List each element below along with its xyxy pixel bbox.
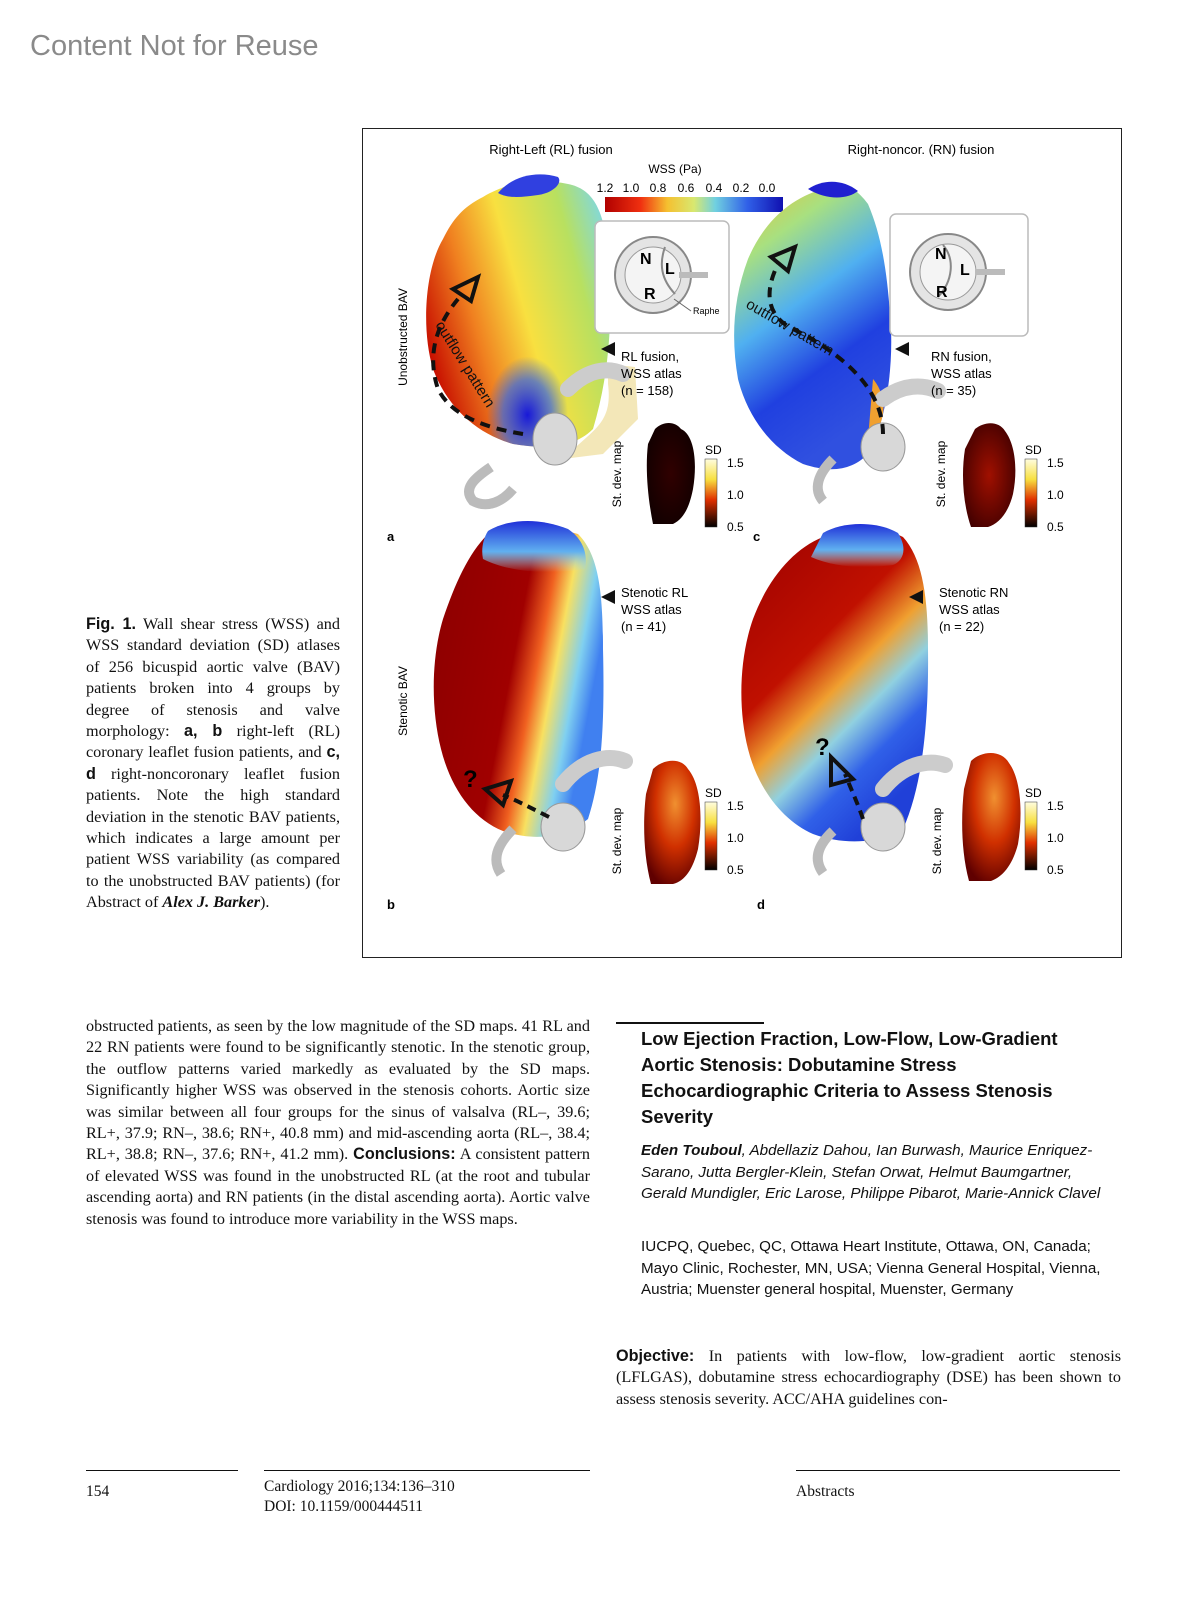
valve-letter-r: R [936, 284, 948, 301]
sd-label: SD [1025, 786, 1042, 800]
atlas-label-b: Stenotic RL WSS atlas (n = 41) [621, 585, 688, 634]
panel-a [387, 174, 744, 544]
sd-label: SD [705, 443, 722, 457]
panel-letter-b: b [387, 897, 395, 912]
journal-citation: Cardiology 2016;134:136–310 [264, 1478, 455, 1495]
column-title-rl: Right-Left (RL) fusion [489, 142, 613, 157]
svg-text:1.0: 1.0 [1047, 488, 1064, 502]
watermark: Content Not for Reuse [30, 30, 319, 62]
page-number: 154 [86, 1483, 110, 1500]
colorbar-ticks [597, 181, 776, 195]
svg-text:1.5: 1.5 [1047, 799, 1064, 813]
sd-map-a [647, 423, 695, 524]
colorbar-tick: 1.0 [622, 181, 640, 195]
colorbar-tick: 0.4 [705, 181, 723, 195]
objective-label: Objective: [616, 1347, 695, 1365]
figure-1 [362, 128, 1122, 958]
outflow-label: outflow pattern [743, 295, 837, 360]
sd-map-label: St. dev. map [610, 440, 624, 508]
sd-label: SD [705, 786, 722, 800]
colorbar-tick: 0.6 [677, 181, 695, 195]
svg-text:1.5: 1.5 [727, 456, 744, 470]
sd-map-label: St. dev. map [930, 807, 944, 875]
colorbar-tick: 0.2 [732, 181, 750, 195]
panel-letter-c: c [753, 529, 761, 544]
svg-text:1.5: 1.5 [727, 799, 744, 813]
caption-label: Fig. 1. [86, 615, 137, 633]
svg-text:1.0: 1.0 [1047, 831, 1064, 845]
valve-letter-n: N [935, 246, 947, 263]
svg-text:1.0: 1.0 [727, 831, 744, 845]
panel-d [741, 524, 1064, 912]
footer-rule [264, 1470, 590, 1471]
svg-text:0.5: 0.5 [727, 863, 744, 877]
wss-colorbar [605, 197, 783, 212]
sd-map-b [644, 761, 700, 884]
figure-caption: Fig. 1. Wall shear stress (WSS) and WSS standard deviation (SD) atlases of 256 bicuspid aortic valve (BAV) patients broken into 4 groups by degree of stenosis and valve morphology: a, b right-left (RL) coronary leaflet fusion patients, and c, d right-noncoronary leaflet fusion patients. Note the high standard deviation in the stenotic BAV patients, which indicates a large amount per patient WSS variability (as compared to the unobstructed BAV patients) (for Abstract of Alex J. Barker). [86, 615, 340, 912]
wss-atlas-figure [363, 129, 1121, 957]
svg-text:1.5: 1.5 [1047, 456, 1064, 470]
footer-rule [86, 1470, 238, 1471]
sd-map-label: St. dev. map [934, 440, 948, 508]
doi: DOI: 10.1159/000444511 [264, 1498, 424, 1515]
outflow-label: outflow pattern [431, 318, 499, 411]
abstract-title: Low Ejection Fraction, Low-Flow, Low-Gradient Aortic Stenosis: Dobutamine Stress Echocardiographic Criteria to Assess Stenosis Severity [641, 1028, 1058, 1127]
sd-map-c [963, 423, 1015, 527]
svg-text:0.5: 0.5 [1047, 863, 1064, 877]
valve-letter-l: L [960, 262, 970, 279]
sd-map-label: St. dev. map [610, 807, 624, 875]
panel-letter-d: d [757, 897, 765, 912]
panel-b [387, 521, 744, 912]
question-mark: ? [463, 766, 478, 793]
column-title-rn: Right-noncor. (RN) fusion [847, 142, 995, 157]
colorbar-tick: 0.8 [649, 181, 667, 195]
row-label-stenotic: Stenotic BAV [396, 666, 410, 736]
valve-letter-l: L [665, 261, 675, 278]
raphe-label: Raphe [693, 306, 720, 316]
atlas-label-a: RL fusion, WSS atlas (n = 158) [621, 349, 682, 398]
valve-letter-r: R [644, 286, 656, 303]
question-mark: ? [815, 734, 830, 761]
colorbar-tick: 1.2 [596, 181, 614, 195]
panel-c [734, 182, 1064, 544]
abstract-objective: Objective: In patients with low-flow, low-gradient aortic stenosis (LFLGAS), dobutamine stress echocardiography (DSE) has been shown to assess stenosis severity. ACC/AHA guidelines con- [616, 1347, 1121, 1408]
footer-rule [796, 1470, 1120, 1471]
body-text: obstructed patients, as seen by the low magnitude of the SD maps. 41 RL and 22 RN patients were found to be significantly stenotic. In the stenotic group, the outflow patterns varied markedly as evaluated by the SD maps. Significantly higher WSS was observed in the stenosis cohorts. Aortic size was similar between all four groups for the sinus of valsalva (RL–, 39.6; RL+, 37.9; RN–, 38.6; RN+, 40.8 mm) and mid-ascending aorta (RL–, 38.4; RL+, 38.8; RN–, 37.6; RN+, 41.2 mm). Conclusions: A consistent pattern of elevated WSS was found in the unobstructed RL (at the root and tubular ascending aorta) and RN patients (in the distal ascending aorta). Aortic valve stenosis was found to introduce more variability in the WSS maps. [86, 1017, 590, 1228]
section-name: Abstracts [796, 1483, 855, 1500]
abstract-authors: Eden Touboul, Abdellaziz Dahou, Ian Burwash, Maurice Enriquez-Sarano, Jutta Bergler-Klein, Stefan Orwat, Helmut Baumgartner, Gerald Mundigler, Eric Larose, Philippe Pibarot, Marie-Annick Clavel [641, 1142, 1101, 1203]
row-label-unobstructed: Unobstructed BAV [396, 288, 410, 386]
abstract-top-rule [616, 1022, 764, 1024]
colorbar-title: WSS (Pa) [648, 162, 702, 176]
svg-text:0.5: 0.5 [1047, 520, 1064, 534]
svg-text:1.0: 1.0 [727, 488, 744, 502]
atlas-label-d: Stenotic RN WSS atlas (n = 22) [939, 585, 1009, 634]
conclusions-label: Conclusions: [353, 1145, 456, 1164]
panel-letter-a: a [387, 529, 395, 544]
sd-map-d [962, 753, 1020, 881]
atlas-label-c: RN fusion, WSS atlas (n = 35) [931, 349, 992, 398]
first-author: Eden Touboul [641, 1142, 742, 1159]
abstract-affiliations: IUCPQ, Quebec, QC, Ottawa Heart Institute, Ottawa, ON, Canada; Mayo Clinic, Rochester, MN, USA; Vienna General Hospital, Vienna, Austria; Muenster general hospital, Muenster, Germany [641, 1238, 1101, 1299]
caption-author: Alex J. Barker [162, 893, 260, 912]
colorbar-tick: 0.0 [758, 181, 776, 195]
valve-letter-n: N [640, 251, 652, 268]
svg-text:0.5: 0.5 [727, 520, 744, 534]
sd-label: SD [1025, 443, 1042, 457]
